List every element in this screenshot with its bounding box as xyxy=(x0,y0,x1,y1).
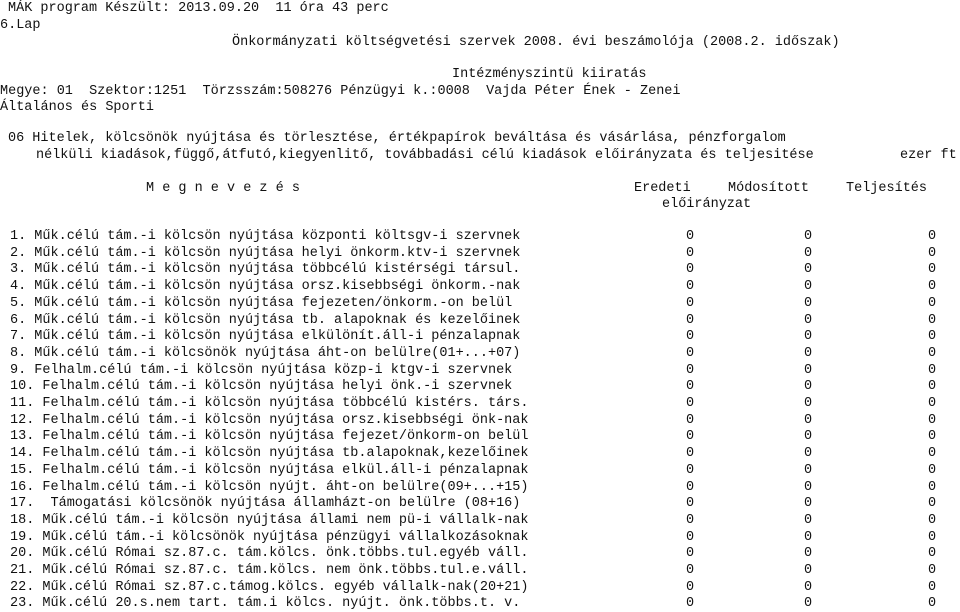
table-row xyxy=(0,529,960,546)
row-teljesites: 0 xyxy=(928,496,937,511)
row-label: 21. Műk.célú Római sz.87.c. tám.kölcs. nem önk.többs.tul.e.váll. xyxy=(10,563,529,578)
row-teljesites: 0 xyxy=(928,446,937,461)
row-modositott: 0 xyxy=(804,429,813,444)
table-row xyxy=(0,512,960,529)
row-label: 4. Műk.célú tám.-i kölcsön nyújtása orsz.kisebbségi önkorm.-nak xyxy=(10,279,521,294)
table-row xyxy=(0,295,960,312)
column-header-name: M e g n e v e z é s xyxy=(146,181,300,196)
row-teljesites: 0 xyxy=(928,480,937,495)
column-header-eredeti: Eredeti xyxy=(634,181,691,196)
table-row xyxy=(0,245,960,262)
row-modositott: 0 xyxy=(804,446,813,461)
row-label: 15. Felhalm.célú tám.-i kölcsön nyújtása elkül.áll-i pénzalapnak xyxy=(10,463,529,478)
row-eredeti: 0 xyxy=(686,279,695,294)
row-label: 22. Műk.célú Római sz.87.c.támog.kölcs. egyéb vállalk-nak(20+21) xyxy=(10,580,529,595)
row-teljesites: 0 xyxy=(928,229,937,244)
row-modositott: 0 xyxy=(804,463,813,478)
row-modositott: 0 xyxy=(804,413,813,428)
row-label: 5. Műk.célú tám.-i kölcsön nyújtása fejezeten/önkorm.-on belül xyxy=(10,296,513,311)
row-teljesites: 0 xyxy=(928,580,937,595)
column-header-teljesites: Teljesítés xyxy=(846,181,928,196)
row-teljesites: 0 xyxy=(928,429,937,444)
row-modositott: 0 xyxy=(804,546,813,561)
section-title-line1: 06 Hitelek, kölcsönök nyújtása és törlesztése, értékpapírok beváltása és vásárlása, pénzforgalom xyxy=(8,131,786,146)
section-title-line2: nélküli kiadások,függő,átfutó,kiegyenlitő, továbbadási célú kiadások előirányzata és teljesitése xyxy=(36,148,814,163)
row-teljesites: 0 xyxy=(928,246,937,261)
institution-name-cont: Általános és Sporti xyxy=(0,100,154,115)
table-row xyxy=(0,328,960,345)
row-eredeti: 0 xyxy=(686,463,695,478)
row-modositott: 0 xyxy=(804,396,813,411)
row-label: 8. Műk.célú tám.-i kölcsönök nyújtása áht-on belülre(01+...+07) xyxy=(10,346,521,361)
row-label: 20. Műk.célú Római sz.87.c. tám.kölcs. önk.többs.tul.egyéb váll. xyxy=(10,546,529,561)
row-eredeti: 0 xyxy=(686,229,695,244)
table-row xyxy=(0,428,960,445)
row-label: 17. Támogatási kölcsönök nyújtása államházt-on belülre (08+16) xyxy=(10,496,521,511)
row-eredeti: 0 xyxy=(686,379,695,394)
row-label: 16. Felhalm.célú tám.-i kölcsön nyújt. áht-on belülre(09+...+15) xyxy=(10,480,529,495)
table-row xyxy=(0,562,960,579)
row-eredeti: 0 xyxy=(686,413,695,428)
row-teljesites: 0 xyxy=(928,546,937,561)
row-label: 19. Műk.célú tám.-i kölcsönök nyújtása pénzügyi vállalkozásoknak xyxy=(10,530,529,545)
row-label: 9. Felhalm.célú tám.-i kölcsön nyújtása közp-i ktgv-i szervnek xyxy=(10,363,513,378)
table-row xyxy=(0,345,960,362)
unit-label: ezer ft xyxy=(900,148,957,163)
row-teljesites: 0 xyxy=(928,363,937,378)
row-eredeti: 0 xyxy=(686,563,695,578)
row-teljesites: 0 xyxy=(928,329,937,344)
row-teljesites: 0 xyxy=(928,379,937,394)
row-eredeti: 0 xyxy=(686,363,695,378)
row-modositott: 0 xyxy=(804,530,813,545)
table-row xyxy=(0,261,960,278)
row-label: 12. Felhalm.célú tám.-i kölcsön nyújtása orsz.kisebbségi önk-nak xyxy=(10,413,529,428)
program-line: MÁK program Készült: 2013.09.20 11 óra 43 perc xyxy=(8,1,389,16)
row-modositott: 0 xyxy=(804,480,813,495)
table-row xyxy=(0,228,960,245)
row-eredeti: 0 xyxy=(686,313,695,328)
row-modositott: 0 xyxy=(804,596,813,611)
table-row xyxy=(0,395,960,412)
row-label: 3. Műk.célú tám.-i kölcsön nyújtása többcélú kistérségi társul. xyxy=(10,262,521,277)
table-row xyxy=(0,479,960,496)
row-teljesites: 0 xyxy=(928,563,937,578)
row-label: 13. Felhalm.célú tám.-i kölcsön nyújtása fejezet/önkorm-on belül xyxy=(10,429,529,444)
table-row xyxy=(0,278,960,295)
row-modositott: 0 xyxy=(804,513,813,528)
row-modositott: 0 xyxy=(804,496,813,511)
table-row xyxy=(0,362,960,379)
row-modositott: 0 xyxy=(804,580,813,595)
row-eredeti: 0 xyxy=(686,396,695,411)
row-teljesites: 0 xyxy=(928,313,937,328)
row-teljesites: 0 xyxy=(928,262,937,277)
row-label: 7. Műk.célú tám.-i kölcsön nyújtása elkülönít.áll-i pénzalapnak xyxy=(10,329,521,344)
row-label: 18. Műk.célú tám.-i kölcsön nyújtása állami nem pü-i vállalk-nak xyxy=(10,513,529,528)
column-header-modositott: Módosított xyxy=(728,181,810,196)
report-subtitle: Intézményszintü kiiratás xyxy=(452,67,647,82)
row-teljesites: 0 xyxy=(928,530,937,545)
row-teljesites: 0 xyxy=(928,279,937,294)
row-eredeti: 0 xyxy=(686,480,695,495)
row-modositott: 0 xyxy=(804,262,813,277)
row-eredeti: 0 xyxy=(686,530,695,545)
row-teljesites: 0 xyxy=(928,463,937,478)
row-eredeti: 0 xyxy=(686,596,695,611)
column-header-eloiranyzat: előirányzat xyxy=(662,197,752,212)
row-label: 23. Műk.célú 20.s.nem tart. tám.i kölcs. nyújt. önk.többs.t. v. xyxy=(10,596,521,611)
row-label: 2. Műk.célú tám.-i kölcsön nyújtása helyi önkorm.ktv-i szervnek xyxy=(10,246,521,261)
row-modositott: 0 xyxy=(804,363,813,378)
table-row xyxy=(0,462,960,479)
row-teljesites: 0 xyxy=(928,413,937,428)
row-modositott: 0 xyxy=(804,329,813,344)
row-modositott: 0 xyxy=(804,279,813,294)
row-label: 10. Felhalm.célú tám.-i kölcsön nyújtása helyi önk.-i szervnek xyxy=(10,379,513,394)
report-title: Önkormányzati költségvetési szervek 2008. évi beszámolója (2008.2. időszak) xyxy=(232,35,840,50)
row-eredeti: 0 xyxy=(686,329,695,344)
row-teljesites: 0 xyxy=(928,346,937,361)
row-teljesites: 0 xyxy=(928,396,937,411)
table-row xyxy=(0,445,960,462)
row-label: 6. Műk.célú tám.-i kölcsön nyújtása tb. alapoknak és kezelőinek xyxy=(10,313,521,328)
row-modositott: 0 xyxy=(804,379,813,394)
row-teljesites: 0 xyxy=(928,296,937,311)
row-modositott: 0 xyxy=(804,296,813,311)
row-modositott: 0 xyxy=(804,313,813,328)
table-row xyxy=(0,579,960,596)
row-modositott: 0 xyxy=(804,229,813,244)
table-row xyxy=(0,378,960,395)
row-modositott: 0 xyxy=(804,563,813,578)
row-eredeti: 0 xyxy=(686,246,695,261)
info-line: Megye: 01 Szektor:1251 Törzsszám:508276 Pénzügyi k.:0008 Vajda Péter Ének - Zenei xyxy=(0,84,681,99)
row-eredeti: 0 xyxy=(686,496,695,511)
row-eredeti: 0 xyxy=(686,429,695,444)
row-eredeti: 0 xyxy=(686,513,695,528)
row-modositott: 0 xyxy=(804,246,813,261)
row-modositott: 0 xyxy=(804,346,813,361)
row-eredeti: 0 xyxy=(686,346,695,361)
table-row xyxy=(0,412,960,429)
row-teljesites: 0 xyxy=(928,596,937,611)
table-row xyxy=(0,545,960,562)
row-eredeti: 0 xyxy=(686,262,695,277)
row-label: 14. Felhalm.célú tám.-i kölcsön nyújtása tb.alapoknak,kezelőinek xyxy=(10,446,529,461)
row-eredeti: 0 xyxy=(686,546,695,561)
table-row xyxy=(0,495,960,512)
row-teljesites: 0 xyxy=(928,513,937,528)
page-number: 6.Lap xyxy=(0,18,41,33)
row-eredeti: 0 xyxy=(686,296,695,311)
row-label: 1. Műk.célú tám.-i kölcsön nyújtása központi költsgv-i szervnek xyxy=(10,229,521,244)
row-eredeti: 0 xyxy=(686,580,695,595)
row-label: 11. Felhalm.célú tám.-i kölcsön nyújtása többcélú kistérs. társ. xyxy=(10,396,529,411)
table-row xyxy=(0,312,960,329)
row-eredeti: 0 xyxy=(686,446,695,461)
